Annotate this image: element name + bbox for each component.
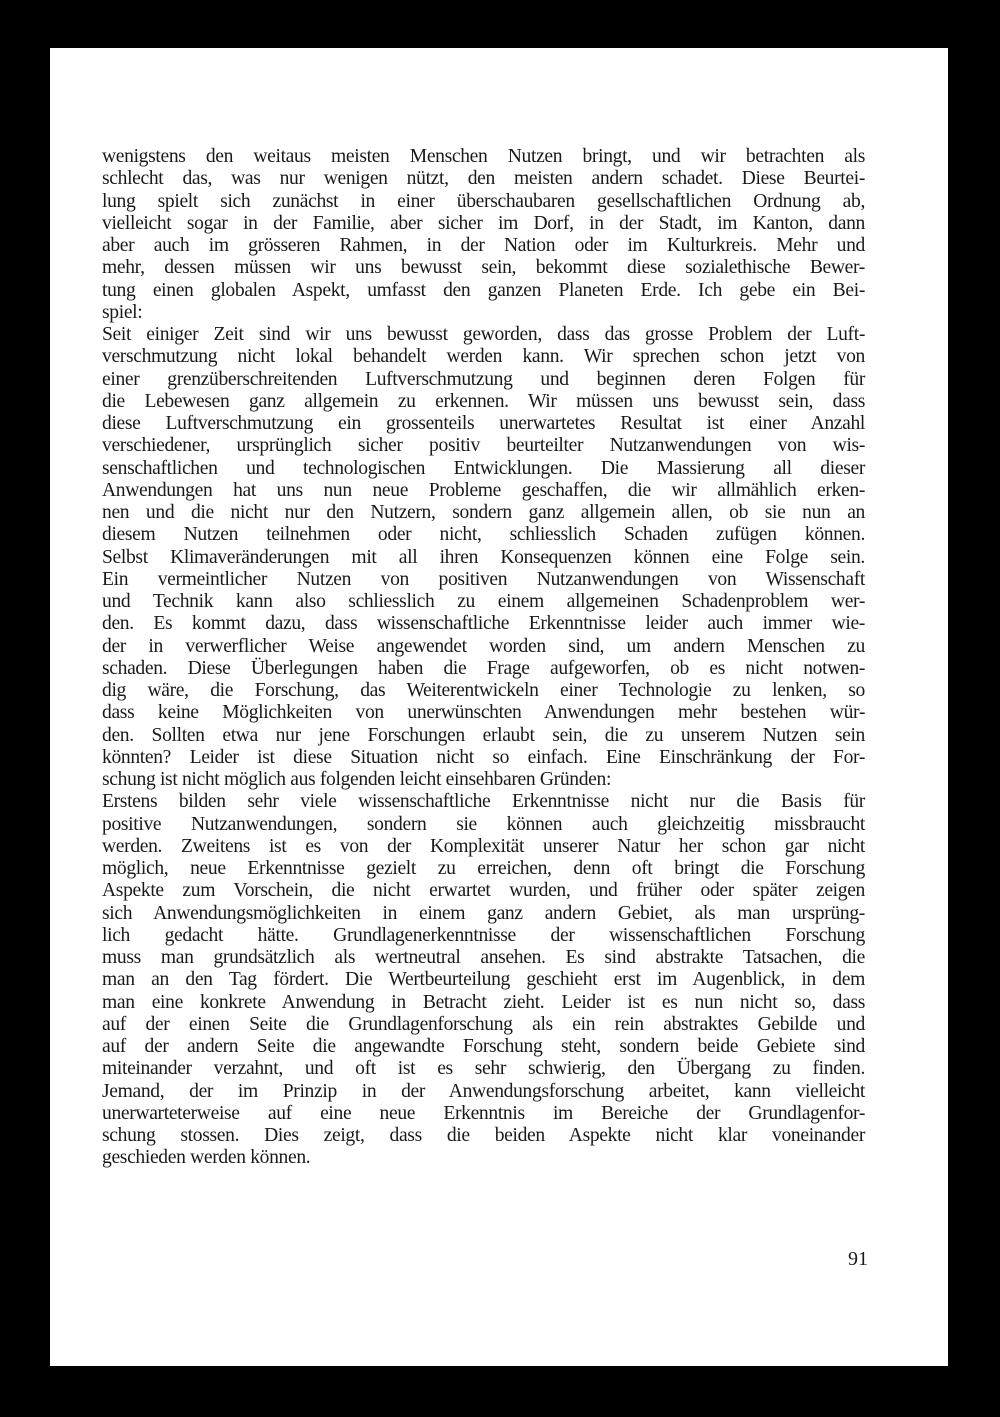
text-line: einer grenzüberschreitenden Luftverschmutzung und beginnen deren Folgen für <box>102 368 865 390</box>
text-line: dig wäre, die Forschung, das Weiterentwickeln einer Technologie zu lenken, so <box>102 680 865 701</box>
text-line: diesem Nutzen teilnehmen oder nicht, schliesslich Schaden zufügen können. <box>102 524 865 546</box>
text-line: schlecht das, was nur wenigen nützt, den meisten andern schadet. Diese Beurtei- <box>102 168 865 190</box>
text-line: vielleicht sogar in der Familie, aber sicher im Dorf, in der Stadt, im Kanton, dann <box>102 212 865 234</box>
text-line: lung spielt sich zunächst in einer überschaubaren gesellschaftlichen Ordnung ab, <box>102 190 865 212</box>
body-text <box>102 146 865 1170</box>
text-line: Jemand, der im Prinzip in der Anwendungsforschung arbeitet, kann vielleicht <box>102 1080 865 1102</box>
text-line: lich gedacht hätte. Grundlagenerkenntnisse der wissenschaftlichen Forschung <box>102 924 865 946</box>
text-line: verschiedener, ursprünglich sicher positiv beurteilter Nutzanwendungen von wis- <box>102 435 865 457</box>
text-line: Erstens bilden sehr viele wissenschaftliche Erkenntnisse nicht nur die Basis für <box>102 791 865 813</box>
text-line: spiel: <box>102 301 143 323</box>
text-line: den. Sollten etwa nur jene Forschungen erlaubt sein, die zu unserem Nutzen sein <box>102 724 865 746</box>
text-line: Selbst Klimaveränderungen mit all ihren Konsequenzen können eine Folge sein. <box>102 546 865 568</box>
text-line: der in verwerflicher Weise angewendet worden sind, um andern Menschen zu <box>102 635 865 657</box>
text-line: Anwendungen hat uns nun neue Probleme geschaffen, die wir allmählich erken- <box>102 479 865 501</box>
text-line: man eine konkrete Anwendung in Betracht zieht. Leider ist es nun nicht so, dass <box>102 991 865 1013</box>
text-line: möglich, neue Erkenntnisse gezielt zu erreichen, denn oft bringt die Forschung <box>102 858 865 879</box>
text-line: werden. Zweitens ist es von der Komplexität unserer Natur her schon gar nicht <box>102 835 865 857</box>
text-line: unerwarteterweise auf eine neue Erkenntnis im Bereiche der Grundlagenfor- <box>102 1102 865 1124</box>
text-line: Aspekte zum Vorschein, die nicht erwartet wurden, und früher oder später zeigen <box>102 880 865 902</box>
text-line: verschmutzung nicht lokal behandelt werden kann. Wir sprechen schon jetzt von <box>102 346 865 368</box>
text-line: muss man grundsätzlich als wertneutral ansehen. Es sind abstrakte Tatsachen, die <box>102 947 865 968</box>
text-line: schung ist nicht möglich aus folgenden leicht einsehbaren Gründen: <box>102 769 612 790</box>
text-line: dass keine Möglichkeiten von unerwünschten Anwendungen mehr bestehen wür- <box>102 702 865 724</box>
text-line: aber auch im grösseren Rahmen, in der Nation oder im Kulturkreis. Mehr und <box>102 235 865 256</box>
text-line: positive Nutzanwendungen, sondern sie können auch gleichzeitig missbraucht <box>102 813 865 835</box>
text-line: Ein vermeintlicher Nutzen von positiven Nutzanwendungen von Wissenschaft <box>102 568 865 590</box>
text-line: und Technik kann also schliesslich zu einem allgemeinen Schadenproblem wer- <box>102 591 865 612</box>
text-line: schaden. Diese Überlegungen haben die Frage aufgeworfen, ob es nicht notwen- <box>102 657 865 679</box>
text-line: geschieden werden können. <box>102 1147 311 1169</box>
text-line: auf der einen Seite die Grundlagenforschung als ein rein abstraktes Gebilde und <box>102 1013 865 1035</box>
text-line: mehr, dessen müssen wir uns bewusst sein, bekommt diese sozialethische Bewer- <box>102 257 865 279</box>
text-line: den. Es kommt dazu, dass wissenschaftliche Erkenntnisse leider auch immer wie- <box>102 613 865 635</box>
text-line: senschaftlichen und technologischen Entwicklungen. Die Massierung all dieser <box>102 457 865 479</box>
text-line: Seit einiger Zeit sind wir uns bewusst geworden, dass das grosse Problem der Luft- <box>102 324 865 345</box>
text-line: nen und die nicht nur den Nutzern, sondern ganz allgemein allen, ob sie nun an <box>102 502 865 523</box>
text-line: schung stossen. Dies zeigt, dass die beiden Aspekte nicht klar voneinander <box>102 1125 865 1146</box>
text-line: die Lebewesen ganz allgemein zu erkennen. Wir müssen uns bewusst sein, dass <box>102 390 865 412</box>
text-line: man an den Tag fördert. Die Wertbeurteilung geschieht erst im Augenblick, in dem <box>102 969 865 991</box>
document-page <box>50 48 948 1366</box>
page-number: 91 <box>848 1248 868 1270</box>
text-line: miteinander verzahnt, und oft ist es sehr schwierig, den Übergang zu finden. <box>102 1058 865 1080</box>
text-line: sich Anwendungsmöglichkeiten in einem ganz andern Gebiet, als man ursprüng- <box>102 902 865 924</box>
text-line: wenigstens den weitaus meisten Menschen Nutzen bringt, und wir betrachten als <box>102 146 865 167</box>
text-line: auf der andern Seite die angewandte Forschung steht, sondern beide Gebiete sind <box>102 1036 865 1057</box>
text-line: könnten? Leider ist diese Situation nicht so einfach. Eine Einschränkung der For- <box>102 746 865 768</box>
text-line: diese Luftverschmutzung ein grossenteils unerwartetes Resultat ist einer Anzahl <box>102 413 865 434</box>
text-line: tung einen globalen Aspekt, umfasst den ganzen Planeten Erde. Ich gebe ein Bei- <box>102 279 865 301</box>
